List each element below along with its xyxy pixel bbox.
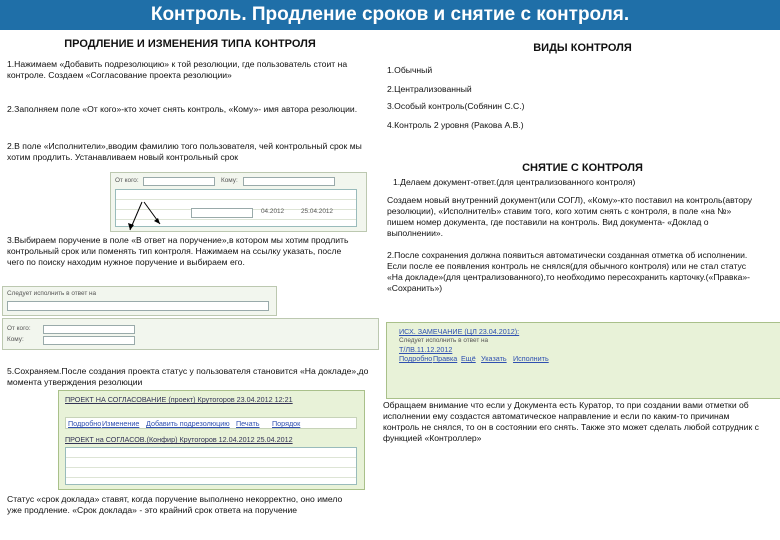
from-to-screenshot	[2, 318, 379, 350]
shot3-line-1: ПРОЕКТ НА СОГЛАСОВАНИЕ (проект) Крутогоров 23.04.2012 12:21	[65, 395, 293, 404]
step-2-text: 2.Заполняем поле «От кого»-кто хочет снять контроль, «Кому»- имя автора резолюции.	[7, 104, 358, 114]
footer-note: Статус «срок доклада» ставят, когда поручение выполнено некорректно, оно имело уже продление. «Срок доклада» - это крайний срок ответа на поручение	[7, 494, 343, 515]
type-3: 3.Особый контроль(Собянин С.С.)	[387, 101, 525, 111]
shot2-link-0[interactable]: Подробно	[399, 354, 433, 363]
shot3-link-0[interactable]: Подробно	[68, 419, 102, 428]
types-heading: ВИДЫ КОНТРОЛЯ	[533, 42, 632, 54]
shot-from-label: От кого:	[7, 325, 31, 332]
arrow-head-right	[154, 218, 160, 224]
form-date-2: 25.04.2012	[301, 208, 333, 215]
search-result-bar	[7, 301, 269, 311]
shot2-head-1[interactable]: ИСХ. ЗАМЕЧАНИЕ (ЦЛ 23.04.2012):	[399, 327, 520, 336]
removal-heading: СНЯТИЕ С КОНТРОЛЯ	[522, 162, 643, 174]
shot3-line-2: ПРОЕКТ на СОГЛАСОВ.(Конфир) Крутогоров 12.04.2012 25.04.2012	[65, 435, 293, 444]
page-title: Контроль. Продление сроков и снятие с контроля.	[0, 0, 780, 30]
shot-to-label: Кому:	[7, 336, 24, 343]
shot3-table	[65, 447, 357, 485]
shot3-link-2[interactable]: Добавить подрезолюцию	[146, 419, 230, 428]
type-4: 4.Контроль 2 уровня (Ракова А.В.)	[387, 120, 524, 130]
shot3-linkbar	[65, 417, 357, 429]
step-5-text: 5.Сохраняем.После создания проекта статус у пользователя становится «На докладе»,до момента утверждения резолюции	[7, 366, 369, 387]
shot2-link-1[interactable]: Правка	[433, 354, 458, 363]
shot3-link-1[interactable]: Изменение	[102, 419, 140, 428]
left-heading: ПРОДЛЕНИЕ И ИЗМЕНЕНИЯ ТИПА КОНТРОЛЯ	[64, 38, 316, 50]
curator-note: Обращаем внимание что если у Документа есть Куратор, то при создании вами отметки об исполнении ему создастся автоматическое направление и если по каким-то причинам контроль не снялся, то он в состоянии его снять. Также это может сделать любой сотрудник с функцией «Контроллер»	[383, 400, 759, 443]
form-date-1: 04.2012	[261, 208, 285, 215]
shot2-link-3[interactable]: Указать	[481, 354, 507, 363]
search-screenshot	[2, 286, 277, 316]
step-3-text: 2.В поле «Исполнители»,вводим фамилию того пользователя, чей контрольный срок мы хотим продлить. Устанавливаем новый контрольный срок	[7, 141, 362, 162]
shot2-link-4[interactable]: Исполнить	[513, 354, 549, 363]
arrows-graphic	[120, 196, 180, 236]
removal-step-1-detail: Создаем новый внутренний документ(или СОГЛ), «Кому»-кто поставил на контроль(автору резолюции), «ИсполнителЬ» ставим того, кого хотим снять с контроля, в поле «на №» пишем номер документа, где поставили на контроль. Вид документа- «Доклад о выполнении».	[387, 195, 753, 238]
shot-to-field	[43, 336, 135, 345]
form-from-label: От кого:	[115, 177, 139, 184]
form-from-field	[143, 177, 215, 186]
search-line-1: Следует исполнить в ответ на	[7, 290, 97, 297]
step-4-text: 3.Выбираем поручение в поле «В ответ на поручение»,в котором мы хотим продлить контрольный срок или поменять тип контроля. Нажимаем на ссылку указать, после чего по поиску находим нужное поручение и выбираем его.	[7, 235, 349, 267]
form-to-label: Кому:	[221, 177, 238, 184]
shot2-head-3[interactable]: Т/ЛВ.11.12.2012	[399, 345, 453, 354]
removal-step-2: 2.После сохранения должна появиться автоматически созданная отметка об исполнении. Если после ее появления контроль не снялся(для обычного контроля) или не стал статус «На докладе»(для централизованного),то необходимо пересохранить карточку.(«Правка»- «Сохранить»)	[387, 250, 750, 293]
resolution-screenshot	[58, 390, 365, 490]
removal-step-1: 1.Делаем документ-ответ.(для централизованного контроля)	[393, 177, 636, 187]
shot2-head-2: Следует исполнить в ответ на	[399, 337, 489, 344]
shot2-link-2[interactable]: Ещё	[461, 354, 476, 363]
type-1: 1.Обычный	[387, 65, 433, 75]
shot3-link-4[interactable]: Порядок	[272, 419, 301, 428]
shot-from-field	[43, 325, 135, 334]
arrow-head-left	[128, 223, 134, 230]
execution-mark-screenshot	[386, 322, 780, 399]
form-to-field	[243, 177, 335, 186]
type-2: 2.Централизованный	[387, 84, 472, 94]
shot3-link-3[interactable]: Печать	[236, 419, 260, 428]
form-date-field	[191, 208, 253, 218]
step-1-text: 1.Нажимаем «Добавить подрезолюцию» к той резолюции, где пользователь стоит на контроле. Создаем «Согласование проекта резолюции»	[7, 59, 348, 80]
shot2-linkbar	[399, 354, 579, 363]
